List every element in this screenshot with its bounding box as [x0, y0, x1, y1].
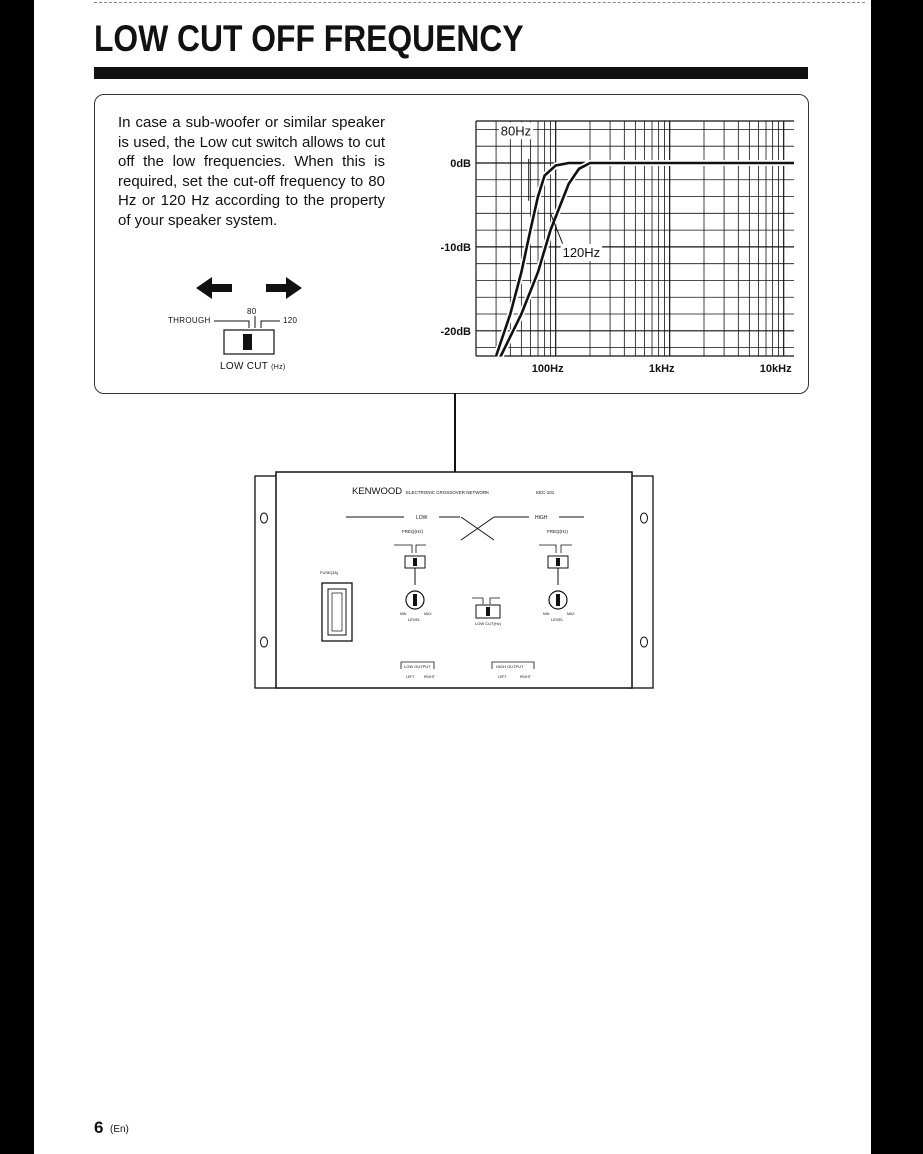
y-tick-label: -20dB — [440, 325, 471, 338]
series-label-120Hz: 120Hz — [562, 244, 601, 260]
y-tick-label: 0dB — [450, 157, 471, 170]
value-80-label: 80 — [247, 307, 257, 316]
lowcut-name-label — [220, 361, 286, 372]
lowcut-label: LOW CUT — [220, 361, 269, 372]
high-freq-label: FREQ(Hz) — [547, 529, 568, 534]
high-output-left: LEFT — [498, 675, 507, 679]
high-level-label: LEVEL — [551, 617, 564, 622]
high-min-label: MIN — [543, 612, 550, 616]
low-output-label: LOW OUTPUT — [404, 664, 431, 669]
arrow-left-icon — [196, 277, 232, 299]
center-lowcut-label: LOW CUT(Hz) — [475, 621, 501, 626]
low-freq-label: FREQ(Hz) — [402, 529, 423, 534]
model-label: KEC-101 — [536, 490, 555, 495]
top-rule — [94, 2, 865, 3]
lowcut-unit: (Hz) — [271, 364, 286, 371]
frequency-response-chart — [394, 118, 794, 382]
unit-face — [276, 472, 632, 688]
fuse-holder — [322, 583, 352, 641]
x-tick-label: 100Hz — [531, 363, 564, 375]
low-section-label: LOW — [416, 515, 428, 521]
page-title: LOW CUT OFF FREQUENCY — [94, 18, 524, 59]
manual-page — [34, 0, 871, 1154]
low-level-label: LEVEL — [408, 617, 421, 622]
page-language: (En) — [110, 1124, 129, 1135]
high-section-label: HIGH — [535, 515, 548, 521]
arrow-right-icon — [266, 277, 302, 299]
x-tick-label: 1kHz — [648, 363, 675, 375]
x-tick-label: 10kHz — [759, 363, 792, 375]
through-line — [214, 321, 249, 328]
series-label-80Hz: 80Hz — [500, 123, 532, 139]
low-output-left: LEFT — [406, 675, 415, 679]
fuse-label: FUSE(3A) — [320, 570, 339, 575]
page-number: 6 — [94, 1118, 104, 1137]
y-tick-label: -10dB — [440, 241, 471, 254]
value-120-label: 120 — [283, 316, 298, 325]
description-paragraph: In case a sub-woofer or similar speaker is used, the Low cut switch allows to cut off the low frequencies. When this is required, set the cut-off frequency to 80 Hz or 120 Hz according to the property of your speaker system. — [118, 114, 385, 229]
low-min-label: MIN — [400, 612, 407, 616]
high-output-right: RIGHT — [520, 675, 531, 679]
low-output-right: RIGHT — [424, 675, 435, 679]
lowcut-switch-knob — [243, 334, 252, 350]
low-max-label: MAX — [424, 612, 432, 616]
high-max-label: MAX — [567, 612, 575, 616]
product-label: ELECTRONIC CROSSOVER NETWORK — [406, 490, 490, 495]
line-120 — [261, 321, 280, 328]
through-label: THROUGH — [168, 316, 211, 325]
high-output-label: HIGH OUTPUT — [496, 664, 524, 669]
brand-label: KENWOOD — [352, 486, 403, 497]
title-underline-bar — [94, 67, 808, 79]
crossover-unit-panel — [254, 470, 656, 692]
